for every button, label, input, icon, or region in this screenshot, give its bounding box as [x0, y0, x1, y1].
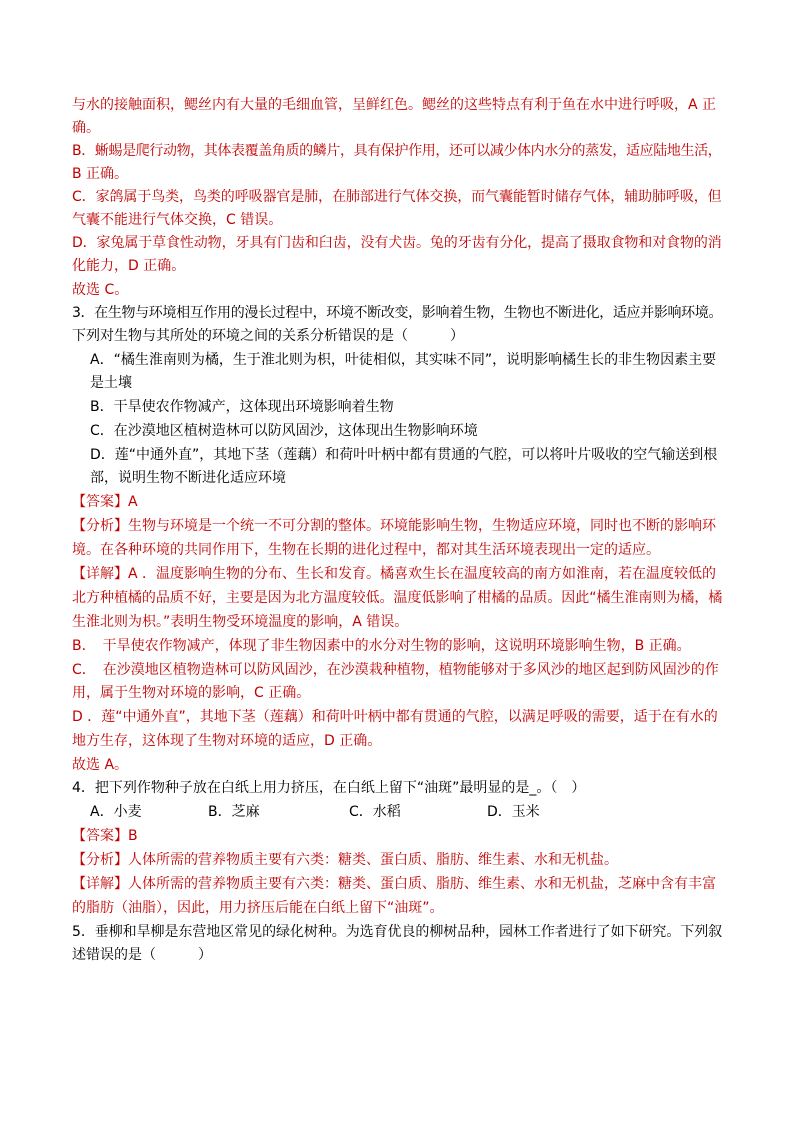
- q3-choice: 故选 A。: [72, 757, 129, 773]
- q4-detail-line-1: [72, 874, 716, 894]
- q3-detail-line-1: [72, 564, 716, 584]
- q2-answer-choice: 故选 C。: [72, 282, 129, 298]
- answer-value: A: [128, 494, 138, 510]
- q3-option-b: B．干旱使农作物减产，这体现出环境影响着生物: [90, 399, 394, 415]
- q3-detail-line-2: 北方种植橘的品质不好，主要是因为北方温度较低。温度低影响了柑橘的品质。因此“橘生淮南则为橘，橘: [72, 590, 723, 606]
- q3-analysis-line-1: [72, 516, 716, 536]
- q4-answer: [72, 826, 138, 846]
- q2-answer-line-1: 与水的接触面积，鳃丝内有大量的毛细血管，呈鲜红色。鳃丝的这些特点有利于鱼在水中进行呼吸，A 正: [72, 97, 717, 113]
- q2-answer-line-6: 气囊不能进行气体交换，C 错误。: [72, 212, 283, 228]
- q2-answer-line-3: B．蜥蜴是爬行动物，其体表覆盖角质的鳞片，具有保护作用，还可以减少体内水分的蒸发，适应陆地生活，: [72, 143, 722, 159]
- q2-answer-line-4: B 正确。: [72, 166, 129, 182]
- analysis-text: 生物与环境是一个统一不可分割的整体。环境能影响生物，生物适应环境，同时也不断的影响环: [128, 518, 716, 534]
- q3-option-c: C．在沙漠地区植树造林可以防风固沙，这体现出生物影响环境: [90, 423, 478, 439]
- q3-detail-line-3: 生淮北则为枳。”表明生物受环境温度的影响，A 错误。: [72, 614, 409, 630]
- analysis-label: 【分析】: [72, 518, 128, 534]
- detail-label: 【详解】: [72, 566, 128, 582]
- q3-option-d-line-1: D．莲“中通外直”，其地下茎（莲藕）和荷叶叶柄中都有贯通的气腔，可以将叶片吸收的空气输送到根: [90, 447, 718, 463]
- q2-answer-line-8: 化能力，D 正确。: [72, 258, 186, 274]
- q4-option-d: D．玉米: [487, 804, 540, 820]
- answer-value: B: [128, 828, 138, 844]
- q5-stem-line-1: 5．垂柳和旱柳是东营地区常见的绿化树种。为选育优良的柳树品种，园林工作者进行了如下研究。下列叙: [72, 924, 723, 940]
- q3-analysis-line-2: 境。在各种环境的共同作用下，生物在长期的进化过程中，都对其生活环境表现出一定的适应。: [72, 542, 660, 558]
- q4-option-b: B．芝麻: [208, 804, 260, 820]
- q3-detail-line-5: C． 在沙漠地区植物造林可以防风固沙，在沙漠栽种植物，植物能够对于多风沙的地区起到防风固沙的作: [72, 662, 719, 678]
- detail-text: A ．温度影响生物的分布、生长和发育。橘喜欢生长在温度较高的南方如淮南，若在温度较低的: [128, 566, 717, 582]
- q3-option-a-line-1: A．“橘生淮南则为橘，生于淮北则为枳，叶徒相似，其实味不同”，说明影响橘生长的非生物因素主要: [90, 352, 717, 368]
- q3-option-a-line-2: 是土壤: [90, 375, 132, 391]
- q4-option-a: A．小麦: [90, 804, 142, 820]
- q3-stem-line-2: 下列对生物与其所处的环境之间的关系分析错误的是（ ）: [72, 328, 464, 344]
- q2-answer-line-2: 确。: [72, 120, 100, 136]
- q4-stem: 4．把下列作物种子放在白纸上用力挤压，在白纸上留下“油斑”最明显的是_。（ ）: [72, 780, 586, 796]
- q4-detail-line-2: 的脂肪（油脂），因此，用力挤压后能在白纸上留下“油斑”。: [72, 900, 444, 916]
- q3-detail-line-7: D ．莲“中通外直”，其地下茎（莲藕）和荷叶叶柄中都有贯通的气腔，以满足呼吸的需要，适于在有水的: [72, 709, 718, 725]
- detail-text: 人体所需的营养物质主要有六类：糖类、蛋白质、脂肪、维生素、水和无机盐，芝麻中含有丰富: [128, 876, 716, 892]
- analysis-text: 人体所需的营养物质主要有六类：糖类、蛋白质、脂肪、维生素、水和无机盐。: [128, 852, 618, 868]
- q3-detail-line-4: B． 干旱使农作物减产，体现了非生物因素中的水分对生物的影响，这说明环境影响生物，B 正确。: [72, 638, 691, 654]
- q4-analysis: [72, 850, 618, 870]
- q2-answer-line-7: D．家兔属于草食性动物，牙具有门齿和臼齿，没有犬齿。兔的牙齿有分化，提高了摄取食物和对食物的消: [72, 235, 722, 251]
- detail-label: 【详解】: [72, 876, 128, 892]
- q2-answer-line-5: C．家鸽属于鸟类，鸟类的呼吸器官是肺，在肺部进行气体交换，而气囊能暂时储存气体，辅助肺呼吸，但: [72, 189, 722, 205]
- analysis-label: 【分析】: [72, 852, 128, 868]
- q5-stem-line-2: 述错误的是（ ）: [72, 947, 212, 963]
- q4-option-c: C．水稻: [349, 804, 401, 820]
- q3-answer: [72, 492, 138, 512]
- q3-detail-line-8: 地方生存，这体现了生物对环境的适应，D 正确。: [72, 733, 382, 749]
- q3-detail-line-6: 用，属于生物对环境的影响，C 正确。: [72, 685, 311, 701]
- answer-label: 【答案】: [72, 494, 128, 510]
- q3-option-d-line-2: 部，说明生物不断进化适应环境: [90, 470, 286, 486]
- answer-label: 【答案】: [72, 828, 128, 844]
- q3-stem-line-1: 3．在生物与环境相互作用的漫长过程中，环境不断改变，影响着生物，生物也不断进化，适应并影响环境。: [72, 305, 723, 321]
